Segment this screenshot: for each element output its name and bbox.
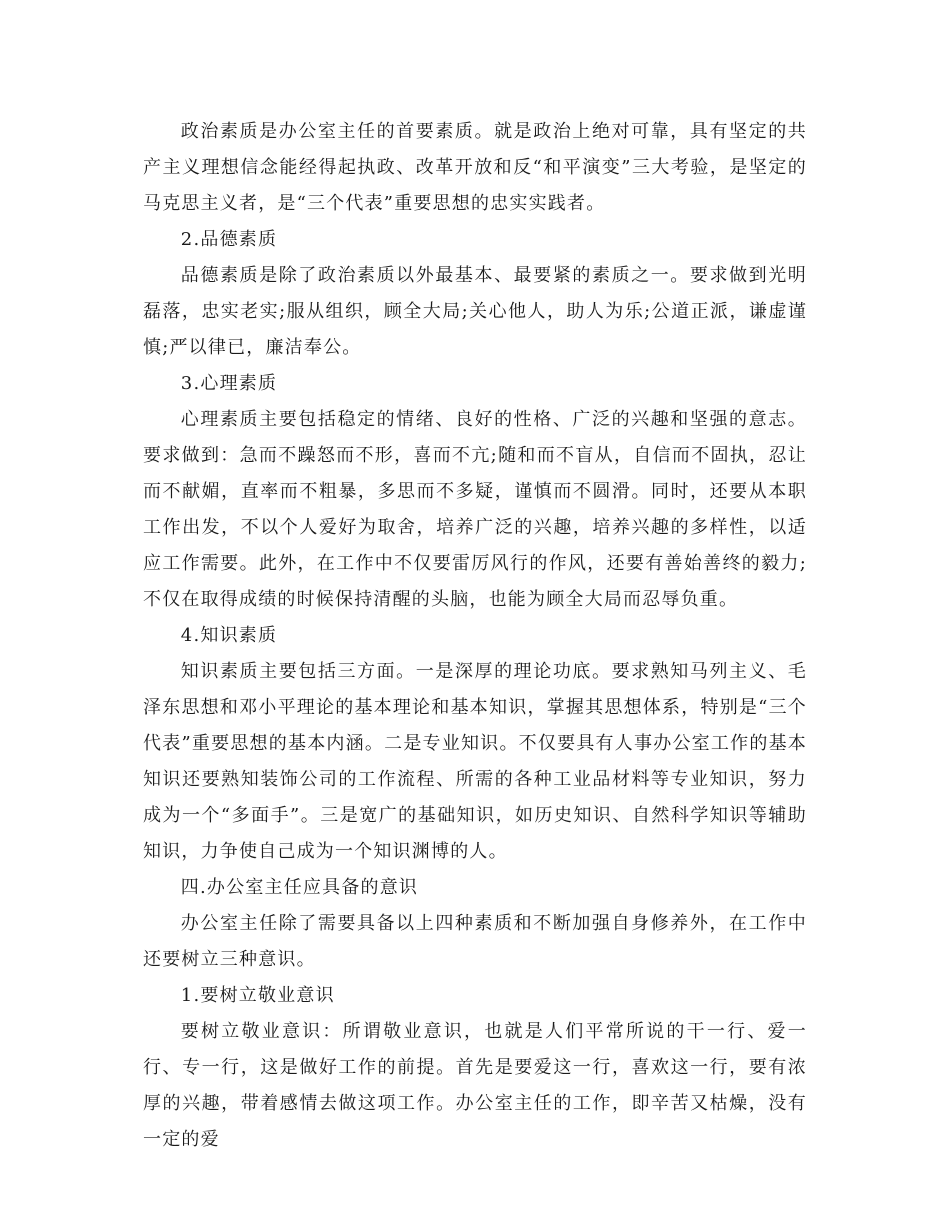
paragraph-dedication-awareness: 要树立敬业意识：所谓敬业意识，也就是人们平常所说的干一行、爱一行、专一行，这是做好工作的前提。首先是要爱这一行，喜欢这一行，要有浓厚的兴趣，带着感情去做这项工作。办公室主任的工作，即辛苦又枯燥，没有一定的爱: [143, 1021, 807, 1150]
heading-section-four: 四.办公室主任应具备的意识: [180, 877, 419, 898]
heading-knowledge-quality: 4.知识素质: [180, 625, 278, 646]
paragraph-political-quality: 政治素质是办公室主任的首要素质。就是政治上绝对可靠，具有坚定的共产主义理想信念能经得起执政、改革开放和反“和平演变”三大考验，是坚定的马克思主义者，是“三个代表”重要思想的忠实实践者。: [143, 121, 807, 214]
paragraph-knowledge-quality: 知识素质主要包括三方面。一是深厚的理论功底。要求熟知马列主义、毛泽东思想和邓小平理论的基本理论和基本知识，掌握其思想体系，特别是“三个代表”重要思想的基本内涵。二是专业知识。不仅要具有人事办公室工作的基本知识还要熟知装饰公司的工作流程、所需的各种工业品材料等专业知识，努力成为一个“多面手”。三是宽广的基础知识，如历史知识、自然科学知识等辅助知识，力争使自己成为一个知识渊博的人。: [143, 661, 807, 862]
paragraph-psychological-quality: 心理素质主要包括稳定的情绪、良好的性格、广泛的兴趣和坚强的意志。要求做到：急而不躁怒而不形，喜而不亢;随和而不盲从，自信而不固执，忍让而不献媚，直率而不粗暴，多思而不多疑，谨慎而不圆滑。同时，还要从本职工作出发，不以个人爱好为取舍，培养广泛的兴趣，培养兴趣的多样性，以适应工作需要。此外，在工作中不仅要雷厉风行的作风，还要有善始善终的毅力;不仅在取得成绩的时候保持清醒的头脑，也能为顾全大局而忍辱负重。: [143, 409, 807, 610]
heading-dedication-awareness: 1.要树立敬业意识: [180, 985, 335, 1006]
heading-moral-quality: 2.品德素质: [180, 229, 278, 250]
heading-psychological-quality: 3.心理素质: [180, 373, 278, 394]
paragraph-moral-quality: 品德素质是除了政治素质以外最基本、最要紧的素质之一。要求做到光明磊落，忠实老实;服从组织，顾全大局;关心他人，助人为乐;公道正派，谦虚谨慎;严以律已，廉洁奉公。: [143, 265, 807, 358]
paragraph-section-four-intro: 办公室主任除了需要具备以上四种素质和不断加强自身修养外，在工作中还要树立三种意识。: [143, 913, 807, 970]
document-body: [143, 114, 807, 1158]
